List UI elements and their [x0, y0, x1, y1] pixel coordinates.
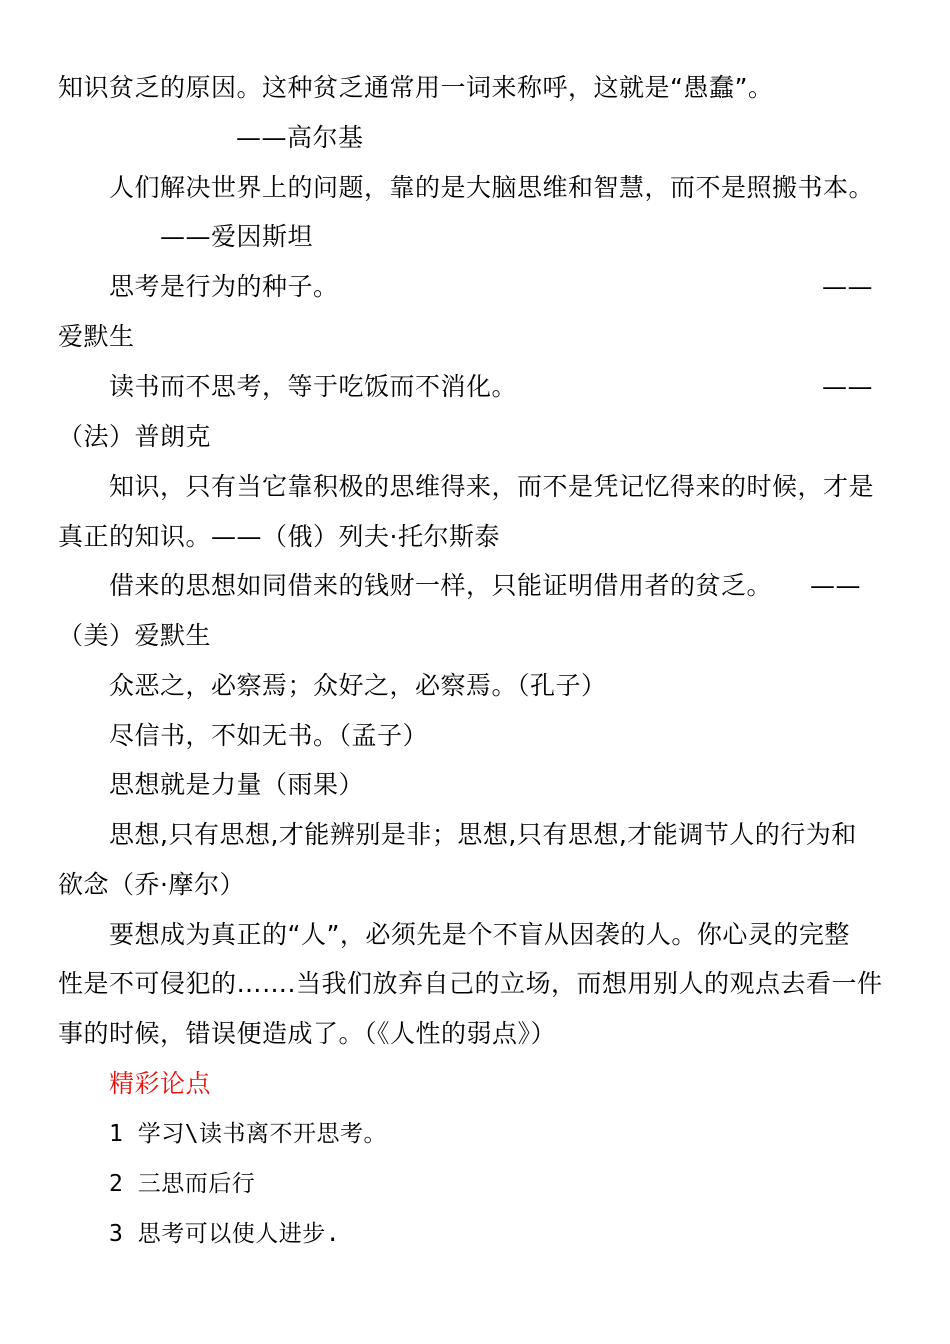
einstein-quote-text: 人们解决世界上的问题，靠的是大脑思维和智慧，而不是照搬书本。	[109, 173, 875, 202]
tolstoy-quote-line-1: 知识，只有当它靠积极的思维得来，而不是凭记忆得来的时候，才是	[109, 472, 875, 501]
argument-point-2: 2 三思而后行	[109, 1171, 256, 1197]
planck-quote-text: 读书而不思考，等于吃饭而不消化。	[109, 372, 518, 401]
mencius-quote: 尽信书，不如无书。（孟子）	[109, 721, 429, 750]
gorky-quote-text: 知识贫乏的原因。这种贫乏通常用一词来称呼，这就是“愚蠢”。	[58, 73, 774, 102]
confucius-quote: 众恶之，必察焉；众好之，必察焉。（孔子）	[109, 671, 607, 700]
emerson2-quote-text: 借来的思想如同借来的钱财一样，只能证明借用者的贫乏。	[109, 571, 773, 600]
emerson-attribution-dash: ——	[822, 272, 873, 301]
hugo-quote: 思想就是力量（雨果）	[109, 770, 365, 799]
carnegie-quote-line-3: 事的时候，错误便造成了。（《人性的弱点》）	[58, 1019, 557, 1048]
moore-quote-line-1: 思想,只有思想,才能辨别是非；思想,只有思想,才能调节人的行为和	[109, 820, 857, 849]
emerson-quote-text: 思考是行为的种子。	[109, 272, 339, 301]
emerson2-attribution-dash: ——	[810, 571, 861, 600]
tolstoy-quote-line-2: 真正的知识。——（俄）列夫·托尔斯泰	[58, 522, 500, 551]
einstein-attribution: ——爱因斯坦	[160, 222, 314, 251]
section-heading: 精彩论点	[109, 1069, 212, 1098]
argument-point-3: 3 思考可以使人进步.	[109, 1221, 341, 1247]
argument-point-1: 1 学习\读书离不开思考。	[109, 1121, 388, 1147]
carnegie-quote-line-1: 要想成为真正的“人”，必须先是个不盲从因袭的人。你心灵的完整	[109, 920, 850, 949]
carnegie-quote-line-2: 性是不可侵犯的…….当我们放弃自己的立场，而想用别人的观点去看一件	[58, 969, 883, 998]
planck-attribution: （法）普朗克	[58, 422, 212, 451]
emerson2-attribution: （美）爱默生	[58, 621, 212, 650]
planck-attribution-dash: ——	[822, 372, 873, 401]
emerson-attribution: 爱默生	[58, 322, 135, 351]
moore-quote-line-2: 欲念（乔·摩尔）	[58, 870, 245, 899]
gorky-attribution: ——高尔基	[236, 123, 364, 152]
